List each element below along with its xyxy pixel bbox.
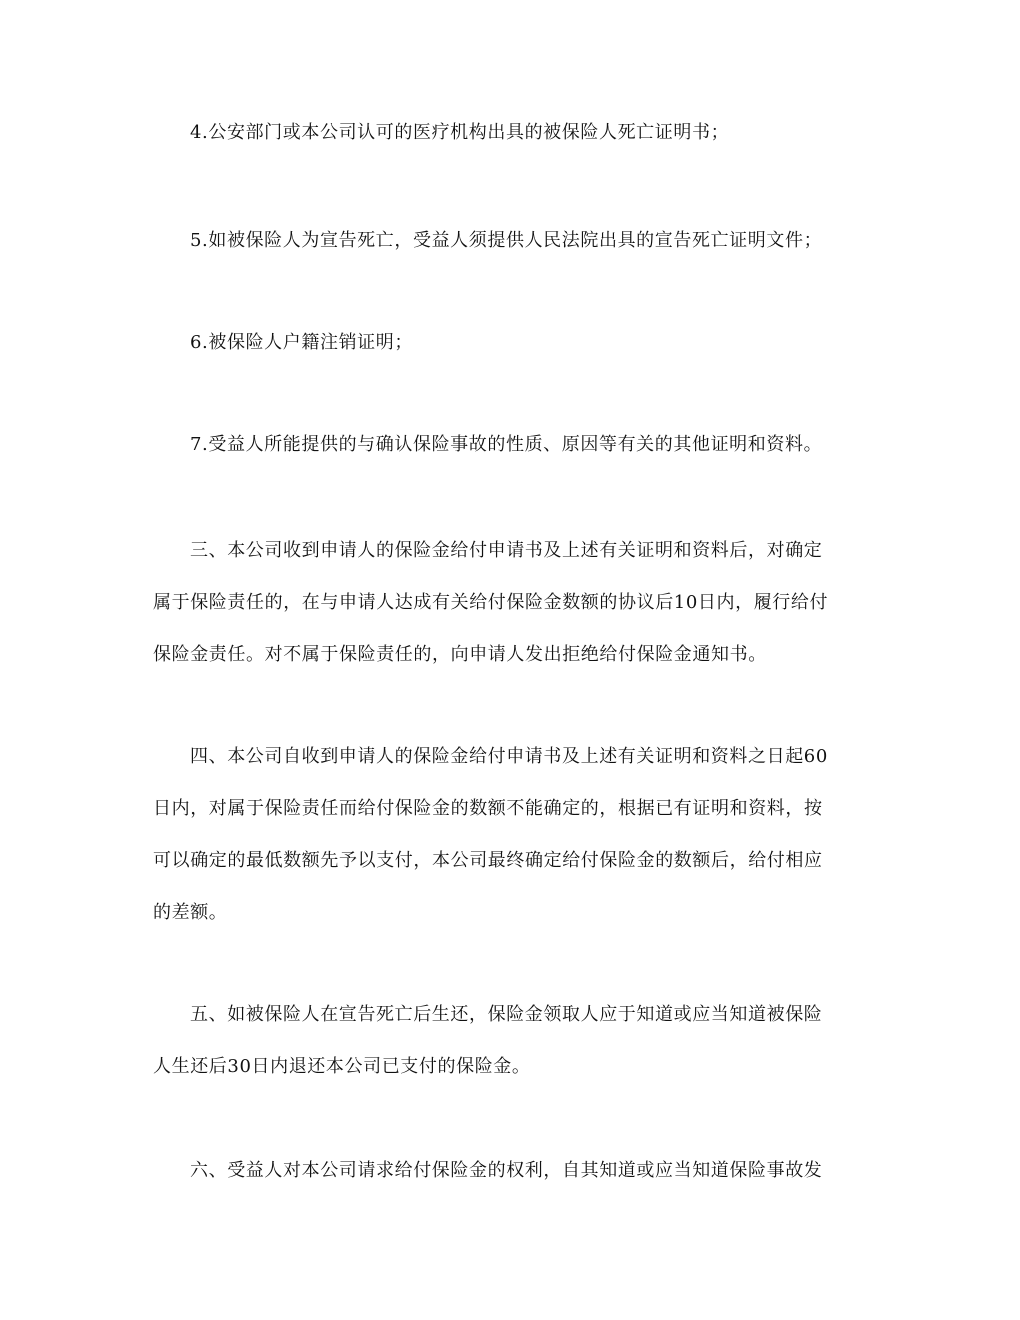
section-3-line-1: 三、本公司收到申请人的保险金给付申请书及上述有关证明和资料后，对确定: [190, 540, 823, 561]
list-item-4: 4.公安部门或本公司认可的医疗机构出具的被保险人死亡证明书；: [190, 122, 730, 143]
list-item-5: 5.如被保险人为宣告死亡，受益人须提供人民法院出具的宣告死亡证明文件；: [190, 230, 823, 251]
section-4-line-1: 四、本公司自收到申请人的保险金给付申请书及上述有关证明和资料之日起60: [190, 746, 828, 767]
list-item-6: 6.被保险人户籍注销证明；: [190, 332, 413, 353]
section-6-line-1: 六、受益人对本公司请求给付保险金的权利，自其知道或应当知道保险事故发: [190, 1160, 823, 1181]
list-item-7: 7.受益人所能提供的与确认保险事故的性质、原因等有关的其他证明和资料。: [190, 434, 823, 455]
section-3-line-3: 保险金责任。对不属于保险责任的，向申请人发出拒绝给付保险金通知书。: [153, 644, 767, 665]
section-4-line-3: 可以确定的最低数额先予以支付，本公司最终确定给付保险金的数额后，给付相应: [153, 850, 823, 871]
section-3-line-2: 属于保险责任的，在与申请人达成有关给付保险金数额的协议后10日内，履行给付: [153, 592, 829, 613]
section-5-line-2: 人生还后30日内退还本公司已支付的保险金。: [153, 1056, 531, 1077]
section-4-line-2: 日内，对属于保险责任而给付保险金的数额不能确定的，根据已有证明和资料，按: [153, 798, 823, 819]
section-4-line-4: 的差额。: [153, 902, 228, 923]
section-5-line-1: 五、如被保险人在宣告死亡后生还，保险金领取人应于知道或应当知道被保险: [190, 1004, 823, 1025]
